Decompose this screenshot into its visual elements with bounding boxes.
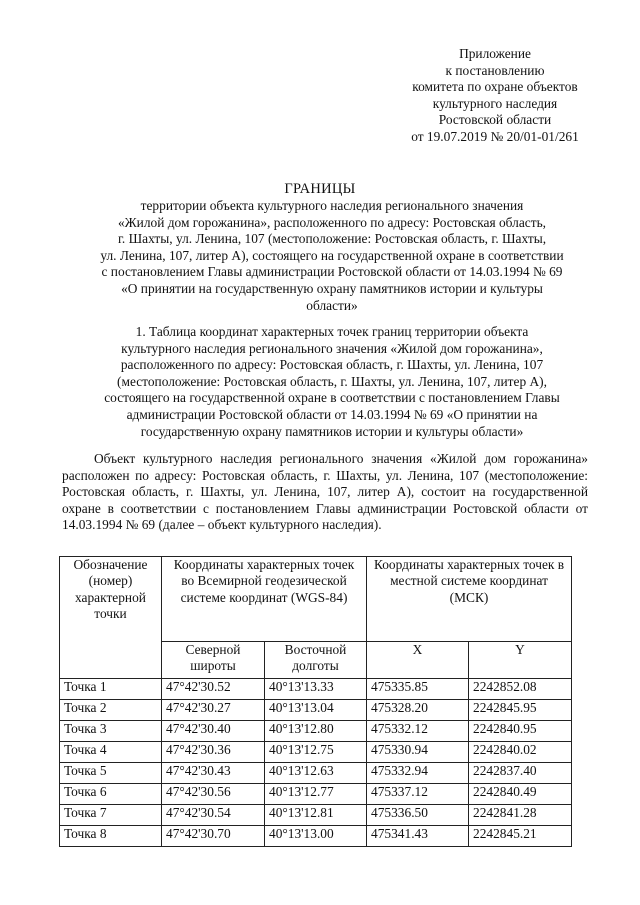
cell-longitude: 40°13'13.04 bbox=[265, 700, 367, 721]
header-msk-group: Координаты характерных точек в местной системе координат (МСК) bbox=[367, 557, 572, 642]
appendix-line: от 19.07.2019 № 20/01-01/261 bbox=[411, 128, 579, 144]
subtitle-line: «О принятии на государственную охрану памятников истории и культуры bbox=[121, 280, 543, 296]
appendix-block bbox=[380, 46, 610, 146]
section-heading-line: (местоположение: Ростовская область, г. Шахты, ул. Ленина, 107, литер А), bbox=[117, 373, 547, 389]
table-row bbox=[60, 763, 572, 784]
cell-latitude: 47°42'30.52 bbox=[162, 679, 265, 700]
cell-latitude: 47°42'30.54 bbox=[162, 805, 265, 826]
header-wgs84-group: Координаты характерных точек во Всемирной геодезической системе координат (WGS-84) bbox=[162, 557, 367, 642]
cell-y: 2242845.95 bbox=[469, 700, 572, 721]
cell-x: 475330.94 bbox=[367, 742, 469, 763]
cell-latitude: 47°42'30.56 bbox=[162, 784, 265, 805]
table-row bbox=[60, 742, 572, 763]
cell-point: Точка 2 bbox=[60, 700, 162, 721]
subtitle-line: г. Шахты, ул. Ленина, 107 (местоположение: Ростовская область, г. Шахты, bbox=[117, 231, 547, 247]
appendix-line: Приложение bbox=[459, 46, 531, 61]
cell-x: 475332.94 bbox=[367, 763, 469, 784]
cell-point: Точка 6 bbox=[60, 784, 162, 805]
cell-point: Точка 1 bbox=[60, 679, 162, 700]
cell-point: Точка 3 bbox=[60, 721, 162, 742]
header-point-designation: Обозначение (номер) характерной точки bbox=[60, 557, 162, 679]
cell-y: 2242845.21 bbox=[469, 826, 572, 847]
subtitle-line: территории объекта культурного наследия регионального значения bbox=[140, 198, 524, 213]
cell-longitude: 40°13'12.75 bbox=[265, 742, 367, 763]
cell-point: Точка 4 bbox=[60, 742, 162, 763]
section-heading-line: расположенного по адресу: Ростовская область, г. Шахты, ул. Ленина, 107 bbox=[120, 357, 544, 373]
table-row bbox=[60, 784, 572, 805]
cell-point: Точка 5 bbox=[60, 763, 162, 784]
cell-latitude: 47°42'30.43 bbox=[162, 763, 265, 784]
cell-latitude: 47°42'30.70 bbox=[162, 826, 265, 847]
cell-y: 2242840.95 bbox=[469, 721, 572, 742]
table-row bbox=[60, 679, 572, 700]
cell-x: 475328.20 bbox=[367, 700, 469, 721]
section-heading-line: государственную охрану памятников истории и культуры области» bbox=[140, 423, 524, 439]
cell-latitude: 47°42'30.36 bbox=[162, 742, 265, 763]
section-heading-line: 1. Таблица координат характерных точек границ территории объекта bbox=[135, 324, 529, 339]
section-heading-line: состоящего на государственной охране в соответствии с постановлением Главы bbox=[104, 390, 560, 406]
appendix-line: Ростовской области bbox=[438, 112, 552, 128]
subtitle-line: «Жилой дом горожанина», расположенного по адресу: Ростовская область, bbox=[117, 214, 547, 230]
cell-longitude: 40°13'13.33 bbox=[265, 679, 367, 700]
cell-longitude: 40°13'12.63 bbox=[265, 763, 367, 784]
cell-y: 2242841.28 bbox=[469, 805, 572, 826]
cell-y: 2242852.08 bbox=[469, 679, 572, 700]
coordinates-table bbox=[59, 556, 572, 847]
header-east-longitude: Восточной долготы bbox=[265, 642, 367, 679]
table-row bbox=[60, 700, 572, 721]
document-subtitle bbox=[52, 198, 612, 314]
header-x: X bbox=[367, 642, 469, 679]
document-title: ГРАНИЦЫ bbox=[284, 181, 356, 197]
cell-point: Точка 8 bbox=[60, 826, 162, 847]
cell-latitude: 47°42'30.40 bbox=[162, 721, 265, 742]
cell-x: 475337.12 bbox=[367, 784, 469, 805]
cell-y: 2242837.40 bbox=[469, 763, 572, 784]
cell-y: 2242840.02 bbox=[469, 742, 572, 763]
header-north-latitude: Северной широты bbox=[162, 642, 265, 679]
section-heading bbox=[52, 324, 612, 440]
subtitle-line: ул. Ленина, 107, литер А), состоящего на государственной охране в соответствии bbox=[100, 247, 564, 263]
cell-longitude: 40°13'12.80 bbox=[265, 721, 367, 742]
table-row bbox=[60, 805, 572, 826]
table-row bbox=[60, 826, 572, 847]
cell-y: 2242840.49 bbox=[469, 784, 572, 805]
table-header-row bbox=[60, 557, 572, 642]
header-y: Y bbox=[469, 642, 572, 679]
appendix-line: комитета по охране объектов bbox=[412, 79, 578, 95]
section-heading-line: администрации Ростовской области от 14.03.1994 № 69 «О принятии на bbox=[126, 406, 538, 422]
cell-longitude: 40°13'12.81 bbox=[265, 805, 367, 826]
object-description-paragraph: Объект культурного наследия регионального значения «Жилой дом горожанина» расположен по адресу: Ростовская область, г. Шахты, ул. Ленина, 107 (местоположение: Ростовская область, г. Шахты, ул. Ленина, 107, литер А), состоит на государственной охране в соответствии с постановлением Главы администрации Ростовской области от 14.03.1994 № 69 (далее – объект культурного наследия). bbox=[62, 451, 588, 533]
cell-x: 475336.50 bbox=[367, 805, 469, 826]
cell-longitude: 40°13'13.00 bbox=[265, 826, 367, 847]
subtitle-line: с постановлением Главы администрации Ростовской области от 14.03.1994 № 69 bbox=[101, 264, 563, 280]
appendix-line: культурного наследия bbox=[432, 95, 558, 111]
cell-point: Точка 7 bbox=[60, 805, 162, 826]
table-row bbox=[60, 721, 572, 742]
cell-x: 475332.12 bbox=[367, 721, 469, 742]
cell-latitude: 47°42'30.27 bbox=[162, 700, 265, 721]
appendix-line: к постановлению bbox=[445, 62, 545, 78]
section-heading-line: культурного наследия регионального значения «Жилой дом горожанина», bbox=[121, 340, 543, 356]
cell-x: 475335.85 bbox=[367, 679, 469, 700]
cell-longitude: 40°13'12.77 bbox=[265, 784, 367, 805]
subtitle-line: области» bbox=[306, 297, 358, 313]
cell-x: 475341.43 bbox=[367, 826, 469, 847]
